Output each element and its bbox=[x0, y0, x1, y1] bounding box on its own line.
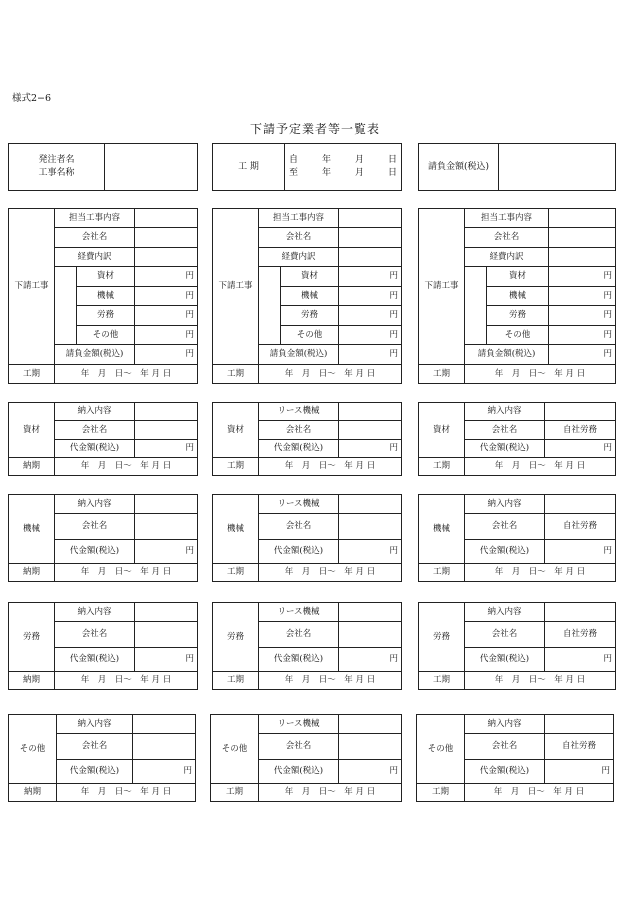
field[interactable] bbox=[339, 495, 402, 514]
table-cell: 円 bbox=[339, 325, 402, 344]
table-cell: 円 bbox=[549, 345, 616, 364]
table-cell: 円 bbox=[545, 759, 614, 783]
table-cell: 代金額(税込) bbox=[55, 439, 135, 457]
amount-label: 請負金額(税込) bbox=[419, 144, 499, 191]
table-cell: 円 bbox=[339, 267, 402, 286]
field[interactable] bbox=[135, 603, 198, 622]
table-cell: 年 月 日〜 年 月 日 bbox=[55, 563, 198, 582]
table-cell: 代金額(税込) bbox=[465, 539, 545, 563]
table-cell: 労務 bbox=[419, 603, 465, 672]
table-cell: 納期 bbox=[9, 783, 57, 802]
company-field[interactable] bbox=[135, 228, 198, 247]
table-cell: 会社名 bbox=[259, 513, 339, 539]
table-cell: 円 bbox=[339, 647, 402, 671]
table-cell: 円 bbox=[545, 439, 616, 457]
table-cell: 会社名 bbox=[465, 513, 545, 539]
table-cell: 資材 bbox=[281, 267, 339, 286]
table-cell: その他 bbox=[487, 325, 549, 344]
table-cell: 年 月 日〜 年 月 日 bbox=[55, 671, 198, 690]
table-cell: 工期 bbox=[419, 671, 465, 690]
table-cell: 工期 bbox=[213, 563, 259, 582]
table-cell: 会社名 bbox=[55, 513, 135, 539]
table-cell: 自社労務 bbox=[545, 621, 616, 647]
table-cell: 円 bbox=[339, 286, 402, 305]
table-cell: 会社名 bbox=[465, 421, 545, 439]
table-cell: 工期 bbox=[419, 364, 465, 384]
table-cell: 円 bbox=[135, 539, 198, 563]
table-cell: 自社労務 bbox=[545, 513, 616, 539]
table-cell: 代金額(税込) bbox=[259, 439, 339, 457]
field[interactable] bbox=[135, 403, 198, 421]
table-cell: 工期 bbox=[211, 783, 259, 802]
table-cell: その他 bbox=[417, 715, 465, 784]
table-cell: 円 bbox=[339, 345, 402, 364]
subcontract-label: 下請工事 bbox=[9, 209, 55, 365]
table-cell: 代金額(税込) bbox=[465, 759, 545, 783]
table-cell: 円 bbox=[135, 345, 198, 364]
table-cell: 円 bbox=[339, 539, 402, 563]
field[interactable] bbox=[339, 603, 402, 622]
field[interactable] bbox=[133, 715, 196, 734]
table-cell: 年 月 日〜 年 月 日 bbox=[55, 457, 198, 475]
table-cell: 納入内容 bbox=[465, 495, 545, 514]
table-cell: 円 bbox=[339, 759, 402, 783]
other-block-3 bbox=[416, 714, 614, 802]
table-cell: その他 bbox=[281, 325, 339, 344]
table-cell: 自社労務 bbox=[545, 421, 616, 439]
form-id: 様式2−6 bbox=[12, 93, 52, 104]
table-cell: 納期 bbox=[9, 671, 55, 690]
table-cell: 担当工事内容 bbox=[259, 209, 339, 228]
field[interactable] bbox=[339, 733, 402, 759]
table-cell: 請負金額(税込) bbox=[55, 345, 135, 364]
labor-block-3 bbox=[418, 602, 616, 690]
page-title: 下請予定業者等一覧表 bbox=[249, 122, 380, 136]
table-cell: 労務 bbox=[281, 306, 339, 325]
table-cell: 納入内容 bbox=[55, 603, 135, 622]
table-cell: 納期 bbox=[9, 457, 55, 475]
table-cell: 円 bbox=[545, 539, 616, 563]
table-cell: 年 月 日〜 年 月 日 bbox=[259, 783, 402, 802]
table-cell: 円 bbox=[135, 439, 198, 457]
table-cell: 円 bbox=[549, 286, 616, 305]
table-cell: 年 月 日〜 年 月 日 bbox=[465, 783, 614, 802]
content-field[interactable] bbox=[549, 209, 616, 228]
company-field[interactable] bbox=[549, 228, 616, 247]
table-cell: 資材 bbox=[213, 403, 259, 458]
table-cell: 担当工事内容 bbox=[55, 209, 135, 228]
table-cell: 会社名 bbox=[259, 621, 339, 647]
table-cell bbox=[549, 247, 616, 266]
table-cell: 機械 bbox=[487, 286, 549, 305]
table-cell: リース機械 bbox=[259, 715, 339, 734]
table-cell: 機械 bbox=[77, 286, 135, 305]
content-field[interactable] bbox=[339, 209, 402, 228]
table-cell: 円 bbox=[545, 647, 616, 671]
table-cell: 資材 bbox=[9, 403, 55, 458]
table-cell: 機械 bbox=[213, 495, 259, 564]
table-cell: 資材 bbox=[77, 267, 135, 286]
field[interactable] bbox=[135, 513, 198, 539]
table-cell: 担当工事内容 bbox=[465, 209, 549, 228]
table-cell: リース機械 bbox=[259, 603, 339, 622]
table-cell: 工期 bbox=[417, 783, 465, 802]
field[interactable] bbox=[545, 715, 614, 734]
table-cell: 会社名 bbox=[259, 228, 339, 247]
table-cell: 円 bbox=[133, 759, 196, 783]
table-cell: 納入内容 bbox=[55, 403, 135, 421]
table-cell bbox=[259, 267, 281, 345]
table-cell: 円 bbox=[135, 286, 198, 305]
table-cell: 工期 bbox=[213, 671, 259, 690]
header-period-box bbox=[212, 143, 402, 191]
subcontract-block-1 bbox=[8, 208, 198, 384]
table-cell: 工期 bbox=[419, 457, 465, 475]
table-cell: 年 月 日〜 年 月 日 bbox=[259, 671, 402, 690]
table-cell: 年 月 日〜 年 月 日 bbox=[465, 457, 616, 475]
material-block-2 bbox=[212, 402, 402, 476]
table-cell: 機械 bbox=[419, 495, 465, 564]
table-cell: 会社名 bbox=[465, 228, 549, 247]
subcontract-block-3 bbox=[418, 208, 616, 384]
table-cell: 経費内訳 bbox=[259, 247, 339, 266]
table-cell: 年 月 日〜 年 月 日 bbox=[259, 563, 402, 582]
field[interactable] bbox=[339, 621, 402, 647]
table-cell: その他 bbox=[9, 715, 57, 784]
table-cell: その他 bbox=[77, 325, 135, 344]
table-cell: 自社労務 bbox=[545, 733, 614, 759]
table-cell: 会社名 bbox=[57, 733, 133, 759]
client-label: 発注者名 bbox=[38, 155, 75, 165]
field[interactable] bbox=[545, 495, 616, 514]
table-cell: 工期 bbox=[213, 364, 259, 384]
header-amount-box bbox=[418, 143, 616, 191]
table-cell: 年 月 日〜 年 月 日 bbox=[55, 364, 198, 384]
table-cell: 納入内容 bbox=[57, 715, 133, 734]
client-value-field[interactable] bbox=[105, 144, 198, 191]
machine-block-2 bbox=[212, 494, 402, 582]
table-cell: 円 bbox=[339, 306, 402, 325]
table-cell: 請負金額(税込) bbox=[465, 345, 549, 364]
table-cell: その他 bbox=[211, 715, 259, 784]
table-cell bbox=[339, 247, 402, 266]
table-cell: 代金額(税込) bbox=[259, 539, 339, 563]
table-cell: 労務 bbox=[487, 306, 549, 325]
field[interactable] bbox=[135, 421, 198, 439]
table-cell: 代金額(税込) bbox=[259, 759, 339, 783]
table-cell: 労務 bbox=[77, 306, 135, 325]
table-cell: 円 bbox=[549, 267, 616, 286]
table-cell: 会社名 bbox=[465, 733, 545, 759]
period-value-field[interactable]: 自 年 月 日 至 年 月 日 bbox=[285, 144, 402, 191]
table-cell: 代金額(税込) bbox=[465, 647, 545, 671]
table-cell bbox=[465, 267, 487, 345]
table-cell: 年 月 日〜 年 月 日 bbox=[465, 364, 616, 384]
period-label: 工 期 bbox=[213, 144, 285, 191]
table-cell: 経費内訳 bbox=[465, 247, 549, 266]
subcontract-label: 下請工事 bbox=[419, 209, 465, 365]
table-cell: 工期 bbox=[9, 364, 55, 384]
table-cell: 年 月 日〜 年 月 日 bbox=[259, 457, 402, 475]
table-cell: 円 bbox=[135, 325, 198, 344]
table-cell: 円 bbox=[549, 306, 616, 325]
table-cell: 会社名 bbox=[259, 733, 339, 759]
table-cell: 代金額(税込) bbox=[465, 439, 545, 457]
table-cell: 経費内訳 bbox=[55, 247, 135, 266]
table-cell: 代金額(税込) bbox=[55, 647, 135, 671]
field[interactable] bbox=[135, 621, 198, 647]
subcontract-label: 下請工事 bbox=[213, 209, 259, 365]
field[interactable] bbox=[545, 603, 616, 622]
table-cell: 資材 bbox=[487, 267, 549, 286]
table-cell: 労務 bbox=[213, 603, 259, 672]
table-cell: 機械 bbox=[9, 495, 55, 564]
table-cell: 円 bbox=[135, 306, 198, 325]
project-label: 工事名称 bbox=[38, 168, 75, 178]
table-cell: 年 月 日〜 年 月 日 bbox=[465, 671, 616, 690]
table-cell: 円 bbox=[135, 267, 198, 286]
table-cell: 会社名 bbox=[465, 621, 545, 647]
table-cell: 会社名 bbox=[55, 621, 135, 647]
table-cell: 請負金額(税込) bbox=[259, 345, 339, 364]
company-field[interactable] bbox=[339, 228, 402, 247]
table-cell: 円 bbox=[339, 439, 402, 457]
table-cell: 代金額(税込) bbox=[55, 539, 135, 563]
table-cell: 資材 bbox=[419, 403, 465, 458]
table-cell: 労務 bbox=[9, 603, 55, 672]
table-cell: 年 月 日〜 年 月 日 bbox=[259, 364, 402, 384]
table-cell bbox=[55, 267, 77, 345]
labor-block-1 bbox=[8, 602, 198, 690]
table-cell: 機械 bbox=[281, 286, 339, 305]
machine-block-3 bbox=[418, 494, 616, 582]
table-cell: 納期 bbox=[9, 563, 55, 582]
field[interactable] bbox=[135, 495, 198, 514]
table-cell: 納入内容 bbox=[465, 715, 545, 734]
table-cell: 納入内容 bbox=[465, 403, 545, 421]
table-cell bbox=[9, 144, 105, 191]
field[interactable] bbox=[545, 403, 616, 421]
table-cell: 納入内容 bbox=[465, 603, 545, 622]
amount-value-field[interactable] bbox=[499, 144, 616, 191]
field[interactable] bbox=[339, 715, 402, 734]
table-cell: 会社名 bbox=[259, 421, 339, 439]
table-cell bbox=[135, 247, 198, 266]
header-client-box bbox=[8, 143, 198, 191]
content-field[interactable] bbox=[135, 209, 198, 228]
material-block-3 bbox=[418, 402, 616, 476]
table-cell: 工期 bbox=[419, 563, 465, 582]
field[interactable] bbox=[339, 403, 402, 421]
table-cell: 年 月 日〜 年 月 日 bbox=[57, 783, 196, 802]
table-cell: 会社名 bbox=[55, 228, 135, 247]
field[interactable] bbox=[339, 421, 402, 439]
table-cell: 円 bbox=[135, 647, 198, 671]
table-cell: 工期 bbox=[213, 457, 259, 475]
field[interactable] bbox=[339, 513, 402, 539]
table-cell: 代金額(税込) bbox=[57, 759, 133, 783]
subcontract-block-2 bbox=[212, 208, 402, 384]
table-cell: 年 月 日〜 年 月 日 bbox=[465, 563, 616, 582]
material-block-1 bbox=[8, 402, 198, 476]
table-cell: リース機械 bbox=[259, 495, 339, 514]
table-cell: 代金額(税込) bbox=[259, 647, 339, 671]
table-cell: 円 bbox=[549, 325, 616, 344]
table-cell: 納入内容 bbox=[55, 495, 135, 514]
table-cell: 会社名 bbox=[55, 421, 135, 439]
labor-block-2 bbox=[212, 602, 402, 690]
other-block-1 bbox=[8, 714, 196, 802]
other-block-2 bbox=[210, 714, 402, 802]
machine-block-1 bbox=[8, 494, 198, 582]
field[interactable] bbox=[133, 733, 196, 759]
table-cell: リース機械 bbox=[259, 403, 339, 421]
